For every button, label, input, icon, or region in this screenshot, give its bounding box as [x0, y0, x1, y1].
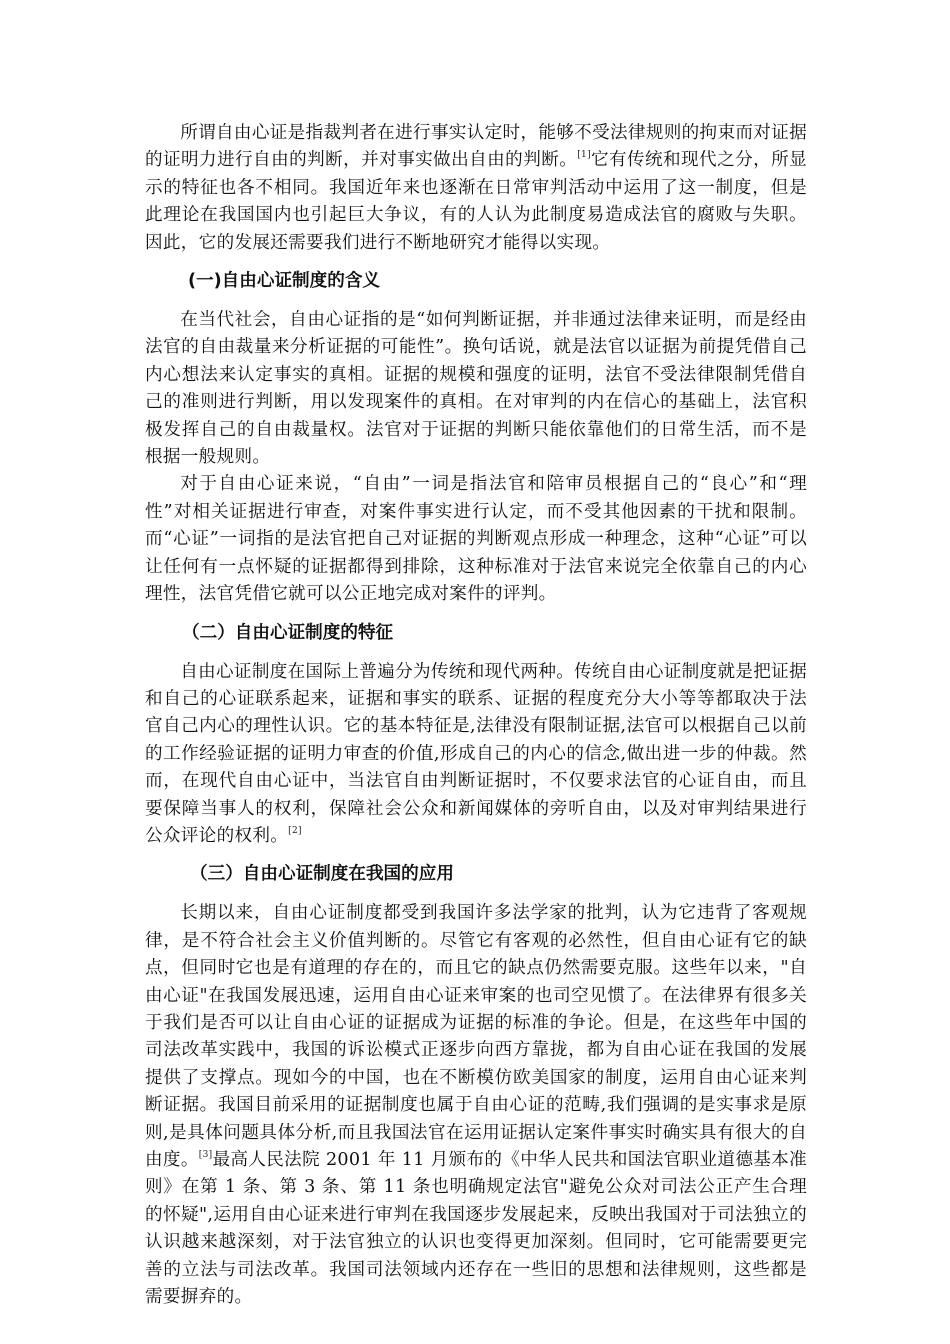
- paragraph-meaning-1: [145, 307, 807, 471]
- paragraph-text: 最高人民法院 2001 年 11 月颁布的《中华人民共和国法官职业道德基本准则》在第 1 条、第 3 条、第 11 条也明确规定法官"避免公众对司法公正产生合理的怀疑",运用自由心证来进行审判在我国逐步发展起来，反映出我国对于司法独立的认识越来越深刻，对于法官独立的认识也变得更加深刻。但同时，它可能需要更完善的立法与司法改革。我国司法领域内还存在一些旧的思想和法律规则，这些都是需要摒弃的。: [145, 1150, 807, 1308]
- paragraph-intro: [145, 120, 807, 257]
- citation-ref: [2]: [288, 825, 302, 836]
- section-heading-features: （二）自由心证制度的特征: [182, 622, 394, 643]
- paragraph-text: 长期以来，自由心证制度都受到我国许多法学家的批判，认为它违背了客观规律，是不符合社会主义价值判断的。尽管它有客观的必然性，但自由心证有它的缺点，但同时它也是有道理的存在的，而且它的缺点仍然需要克服。这些年以来，"自由心证"在我国发展迅速，运用自由心证来审案的也司空见惯了。在法律界有很多关于我们是否可以让自由心证的证据成为证据的标准的争论。但是，在这些年中国的司法改革实践中，我国的诉讼模式正逐步向西方靠拢，都为自由心证在我国的发展提供了支撑点。现如今的中国，也在不断模仿欧美国家的制度，运用自由心证来判断证据。我国目前采用的证据制度也属于自由心证的范畴,我们强调的是实事求是原则,是具体问题具体分析,而且我国法官在运用证据认定案件事实时确实具有很大的自由度。: [145, 903, 807, 1170]
- citation-ref: [1]: [577, 150, 591, 161]
- paragraph-features: [145, 659, 807, 851]
- paragraph-text: 自由心证制度在国际上普遍分为传统和现代两种。传统自由心证制度就是把证据和自己的心证联系起来，证据和事实的联系、证据的程度充分大小等等都取决于法官自己内心的理性认识。它的基本特征是,法律没有限制证据,法官可以根据自己以前的工作经验证据的证明力审查的价值,形成自己的内心的信念,做出进一步的仲裁。然而，在现代自由心证中，当法官自由判断证据时，不仅要求法官的心证自由，而且要保障当事人的权利，保障社会公众和新闻媒体的旁听自由，以及对审判结果进行公众评论的权利。: [145, 661, 807, 846]
- citation-ref: [3]: [198, 1150, 213, 1160]
- paragraph-text: 对于自由心证来说，“自由”一词是指法官和陪审员根据自己的“良心”和“理性”对相关证据进行审查，对案件事实进行认定，而不受其他因素的干扰和限制。而“心证”一词指的是法官把自己对证据的判断观点形成一种理念，这种“心证”可以让任何有一点怀疑的证据都得到排除，这种标准对于法官来说完全依靠自己的内心理性，法官凭借它就可以公正地完成对案件的评判。: [145, 474, 807, 605]
- paragraph-text: 它有传统和现代之分，所显示的特征也各不相同。我国近年来也逐渐在日常审判活动中运用了这一制度，但是此理论在我国国内也引起巨大争议，有的人认为此制度易造成法官的腐败与失职。因此，它的发展还需要我们进行不断地研究才能得以实现。: [145, 150, 808, 253]
- paragraph-text: 所谓自由心证是指裁判者在进行事实认定时，能够不受法律规则的拘束而对证据的证明力进行自由的判断，并对事实做出自由的判断。: [145, 123, 807, 171]
- document-body: [145, 120, 807, 1311]
- section-heading-meaning: (一)自由心证制度的含义: [188, 271, 381, 292]
- section-heading-application: （三）自由心证制度在我国的应用: [190, 864, 454, 885]
- paragraph-application: [145, 900, 807, 1311]
- paragraph-meaning-2: [145, 471, 807, 608]
- paragraph-text: 在当代社会，自由心证指的是“如何判断证据，并非通过法律来证明，而是经由法官的自由裁量来分析证据的可能性”。换句话说，就是法官以证据为前提凭借自己内心想法来认定事实的真相。证据的规模和强度的证明，法官不受法律限制凭借自己的准则进行判断，用以发现案件的真相。在对审判的内在信心的基础上，法官积极发挥自己的自由裁量权。法官对于证据的判断只能依靠他们的日常生活，而不是根据一般规则。: [145, 310, 807, 468]
